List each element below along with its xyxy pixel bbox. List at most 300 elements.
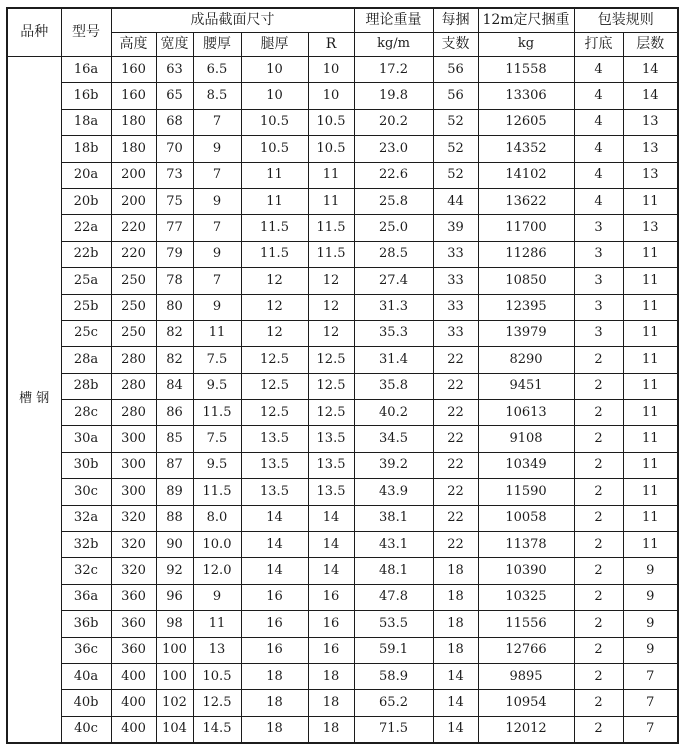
table-cell: 2 (574, 716, 623, 743)
table-cell: 250 (111, 268, 156, 294)
table-cell: 4 (574, 57, 623, 83)
table-cell: 14102 (478, 162, 574, 188)
model-cell: 25b (61, 294, 111, 320)
table-cell: 11 (623, 532, 678, 558)
table-cell: 18 (241, 663, 308, 689)
table-cell: 2 (574, 584, 623, 610)
table-cell: 12 (308, 320, 354, 346)
table-cell: 10390 (478, 558, 574, 584)
table-cell: 180 (111, 109, 156, 135)
table-cell: 11286 (478, 241, 574, 267)
table-cell: 13.5 (308, 479, 354, 505)
table-cell: 75 (156, 188, 193, 214)
table-cell: 12.5 (193, 690, 241, 716)
table-cell: 35.8 (354, 373, 433, 399)
header-variety: 品种 (7, 8, 61, 57)
model-cell: 30b (61, 452, 111, 478)
table-cell: 22 (433, 452, 478, 478)
header-bundle-count: 支数 (433, 33, 478, 57)
table-cell: 250 (111, 294, 156, 320)
model-cell: 36a (61, 584, 111, 610)
table-cell: 33 (433, 241, 478, 267)
table-cell: 12.5 (241, 347, 308, 373)
table-cell: 11 (308, 162, 354, 188)
model-cell: 28a (61, 347, 111, 373)
table-cell: 10 (308, 83, 354, 109)
table-cell: 7 (193, 162, 241, 188)
table-cell: 68 (156, 109, 193, 135)
table-cell: 18 (433, 558, 478, 584)
table-cell: 11 (623, 452, 678, 478)
table-cell: 14 (241, 558, 308, 584)
table-cell: 7.5 (193, 347, 241, 373)
table-cell: 71.5 (354, 716, 433, 743)
table-cell: 18 (241, 690, 308, 716)
table-cell: 2 (574, 452, 623, 478)
table-cell: 22 (433, 347, 478, 373)
table-cell: 38.1 (354, 505, 433, 531)
table-cell: 14 (433, 663, 478, 689)
table-cell: 53.5 (354, 611, 433, 637)
table-cell: 23.0 (354, 136, 433, 162)
header-section-group: 成品截面尺寸 (111, 8, 354, 33)
table-cell: 79 (156, 241, 193, 267)
table-row (7, 136, 678, 162)
table-cell: 14 (623, 57, 678, 83)
table-cell: 9 (193, 241, 241, 267)
table-row (7, 294, 678, 320)
header-leg-thickness: 腿厚 (241, 33, 308, 57)
table-cell: 360 (111, 611, 156, 637)
table-row (7, 584, 678, 610)
table-cell: 9.5 (193, 373, 241, 399)
model-cell: 22b (61, 241, 111, 267)
model-cell: 28c (61, 400, 111, 426)
table-cell: 10613 (478, 400, 574, 426)
table-cell: 200 (111, 162, 156, 188)
table-cell: 200 (111, 188, 156, 214)
table-cell: 220 (111, 215, 156, 241)
table-row (7, 505, 678, 531)
table-cell: 34.5 (354, 426, 433, 452)
header-bundle-weight-unit: kg (478, 33, 574, 57)
table-cell: 9 (623, 558, 678, 584)
table-cell: 11 (623, 268, 678, 294)
table-cell: 9 (193, 188, 241, 214)
table-cell: 25.8 (354, 188, 433, 214)
table-cell: 7 (193, 268, 241, 294)
table-row (7, 400, 678, 426)
table-cell: 160 (111, 83, 156, 109)
header-width: 宽度 (156, 33, 193, 57)
table-cell: 11.5 (193, 479, 241, 505)
table-cell: 10325 (478, 584, 574, 610)
header-waist-thickness: 腰厚 (193, 33, 241, 57)
header-model: 型号 (61, 8, 111, 57)
table-row (7, 320, 678, 346)
table-cell: 56 (433, 83, 478, 109)
table-cell: 63 (156, 57, 193, 83)
model-cell: 20b (61, 188, 111, 214)
header-row-1 (7, 8, 678, 33)
table-cell: 13622 (478, 188, 574, 214)
table-header (7, 8, 678, 57)
table-cell: 320 (111, 505, 156, 531)
table-cell: 87 (156, 452, 193, 478)
table-cell: 4 (574, 162, 623, 188)
table-cell: 4 (574, 83, 623, 109)
table-cell: 78 (156, 268, 193, 294)
table-cell: 9451 (478, 373, 574, 399)
table-cell: 10058 (478, 505, 574, 531)
table-cell: 12605 (478, 109, 574, 135)
table-cell: 22.6 (354, 162, 433, 188)
table-cell: 7 (193, 109, 241, 135)
table-cell: 9 (623, 611, 678, 637)
table-cell: 8290 (478, 347, 574, 373)
table-cell: 80 (156, 294, 193, 320)
table-cell: 89 (156, 479, 193, 505)
table-cell: 400 (111, 716, 156, 743)
table-cell: 12.5 (241, 373, 308, 399)
table-cell: 12395 (478, 294, 574, 320)
table-cell: 3 (574, 294, 623, 320)
table-cell: 39 (433, 215, 478, 241)
table-cell: 14.5 (193, 716, 241, 743)
table-cell: 400 (111, 663, 156, 689)
table-cell: 11556 (478, 611, 574, 637)
table-cell: 11378 (478, 532, 574, 558)
table-cell: 18 (433, 637, 478, 663)
table-cell: 7 (193, 215, 241, 241)
table-cell: 16 (241, 637, 308, 663)
table-cell: 14 (241, 532, 308, 558)
table-cell: 9 (193, 584, 241, 610)
table-cell: 44 (433, 188, 478, 214)
table-cell: 4 (574, 136, 623, 162)
table-cell: 10.5 (241, 136, 308, 162)
table-cell: 11.5 (308, 215, 354, 241)
table-row (7, 637, 678, 663)
table-cell: 2 (574, 505, 623, 531)
table-cell: 220 (111, 241, 156, 267)
table-cell: 100 (156, 663, 193, 689)
table-cell: 2 (574, 663, 623, 689)
table-cell: 16 (308, 611, 354, 637)
table-cell: 43.1 (354, 532, 433, 558)
table-cell: 12012 (478, 716, 574, 743)
table-cell: 52 (433, 109, 478, 135)
table-cell: 102 (156, 690, 193, 716)
table-cell: 40.2 (354, 400, 433, 426)
table-cell: 100 (156, 637, 193, 663)
table-cell: 22 (433, 505, 478, 531)
table-cell: 12.0 (193, 558, 241, 584)
table-cell: 13.5 (308, 426, 354, 452)
table-cell: 16 (241, 611, 308, 637)
table-cell: 9 (623, 584, 678, 610)
table-cell: 2 (574, 400, 623, 426)
table-cell: 16 (241, 584, 308, 610)
table-cell: 11700 (478, 215, 574, 241)
table-cell: 28.5 (354, 241, 433, 267)
table-cell: 2 (574, 690, 623, 716)
table-row (7, 611, 678, 637)
table-cell: 12766 (478, 637, 574, 663)
table-row (7, 452, 678, 478)
table-cell: 6.5 (193, 57, 241, 83)
header-bundle-weight: 12m定尺捆重 (478, 8, 574, 33)
table-cell: 14 (308, 558, 354, 584)
table-cell: 9895 (478, 663, 574, 689)
model-cell: 40c (61, 716, 111, 743)
table-cell: 73 (156, 162, 193, 188)
table-cell: 10 (308, 57, 354, 83)
table-cell: 2 (574, 558, 623, 584)
table-cell: 22 (433, 373, 478, 399)
table-cell: 11 (241, 162, 308, 188)
header-layer-count: 层数 (623, 33, 678, 57)
table-cell: 13979 (478, 320, 574, 346)
table-cell: 56 (433, 57, 478, 83)
model-cell: 36b (61, 611, 111, 637)
table-cell: 12 (241, 320, 308, 346)
table-cell: 10349 (478, 452, 574, 478)
table-cell: 360 (111, 637, 156, 663)
table-cell: 10.0 (193, 532, 241, 558)
table-cell: 300 (111, 452, 156, 478)
table-cell: 31.4 (354, 347, 433, 373)
table-cell: 47.8 (354, 584, 433, 610)
table-cell: 14 (433, 716, 478, 743)
table-cell: 11 (623, 479, 678, 505)
table-cell: 12 (308, 268, 354, 294)
table-cell: 14352 (478, 136, 574, 162)
table-cell: 360 (111, 584, 156, 610)
table-cell: 2 (574, 347, 623, 373)
table-cell: 65 (156, 83, 193, 109)
table-cell: 39.2 (354, 452, 433, 478)
table-cell: 11 (193, 611, 241, 637)
table-cell: 14 (623, 83, 678, 109)
table-cell: 18 (433, 611, 478, 637)
table-cell: 9 (193, 294, 241, 320)
table-cell: 22 (433, 400, 478, 426)
table-cell: 13.5 (241, 426, 308, 452)
table-cell: 10 (241, 57, 308, 83)
model-cell: 40a (61, 663, 111, 689)
table-cell: 14 (308, 505, 354, 531)
table-cell: 12.5 (308, 373, 354, 399)
table-row (7, 663, 678, 689)
table-cell: 4 (574, 109, 623, 135)
table-cell: 77 (156, 215, 193, 241)
table-cell: 10.5 (308, 109, 354, 135)
table-cell: 98 (156, 611, 193, 637)
table-cell: 16 (308, 637, 354, 663)
table-cell: 4 (574, 188, 623, 214)
table-cell: 13.5 (241, 452, 308, 478)
table-row (7, 162, 678, 188)
table-row (7, 373, 678, 399)
table-cell: 11 (623, 188, 678, 214)
table-row (7, 215, 678, 241)
table-cell: 8.0 (193, 505, 241, 531)
table-cell: 13 (623, 215, 678, 241)
table-cell: 7.5 (193, 426, 241, 452)
table-cell: 12 (241, 268, 308, 294)
table-cell: 12.5 (241, 400, 308, 426)
table-cell: 300 (111, 479, 156, 505)
table-cell: 12.5 (308, 400, 354, 426)
table-cell: 2 (574, 426, 623, 452)
table-cell: 180 (111, 136, 156, 162)
model-cell: 32c (61, 558, 111, 584)
table-cell: 43.9 (354, 479, 433, 505)
table-cell: 280 (111, 347, 156, 373)
table-cell: 11 (623, 294, 678, 320)
table-cell: 13 (193, 637, 241, 663)
table-cell: 13.5 (308, 452, 354, 478)
table-cell: 65.2 (354, 690, 433, 716)
table-cell: 82 (156, 320, 193, 346)
model-cell: 32b (61, 532, 111, 558)
table-cell: 320 (111, 532, 156, 558)
table-row (7, 57, 678, 83)
table-cell: 14 (433, 690, 478, 716)
table-cell: 11590 (478, 479, 574, 505)
header-bundle: 每捆 (433, 8, 478, 33)
table-cell: 13 (623, 162, 678, 188)
header-height: 高度 (111, 33, 156, 57)
table-cell: 10850 (478, 268, 574, 294)
model-cell: 36c (61, 637, 111, 663)
table-cell: 3 (574, 215, 623, 241)
table-cell: 2 (574, 611, 623, 637)
table-cell: 2 (574, 373, 623, 399)
table-cell: 17.2 (354, 57, 433, 83)
table-row (7, 426, 678, 452)
model-cell: 18a (61, 109, 111, 135)
table-cell: 2 (574, 532, 623, 558)
table-cell: 48.1 (354, 558, 433, 584)
table-cell: 16 (308, 584, 354, 610)
table-cell: 18 (241, 716, 308, 743)
table-cell: 10954 (478, 690, 574, 716)
table-row (7, 241, 678, 267)
header-bottom-layer: 打底 (574, 33, 623, 57)
table-cell: 33 (433, 268, 478, 294)
table-cell: 3 (574, 241, 623, 267)
table-cell: 35.3 (354, 320, 433, 346)
model-cell: 30a (61, 426, 111, 452)
table-cell: 9 (623, 637, 678, 663)
table-cell: 52 (433, 162, 478, 188)
table-cell: 11 (308, 188, 354, 214)
table-row (7, 268, 678, 294)
table-cell: 250 (111, 320, 156, 346)
table-cell: 3 (574, 268, 623, 294)
table-cell: 20.2 (354, 109, 433, 135)
table-cell: 10.5 (193, 663, 241, 689)
table-cell: 12 (308, 294, 354, 320)
table-cell: 14 (241, 505, 308, 531)
table-cell: 33 (433, 294, 478, 320)
table-cell: 82 (156, 347, 193, 373)
header-weight: 理论重量 (354, 8, 433, 33)
table-cell: 58.9 (354, 663, 433, 689)
table-cell: 22 (433, 426, 478, 452)
model-cell: 25a (61, 268, 111, 294)
model-cell: 16b (61, 83, 111, 109)
table-cell: 52 (433, 136, 478, 162)
header-radius: R (308, 33, 354, 57)
table-cell: 11 (623, 320, 678, 346)
model-cell: 22a (61, 215, 111, 241)
table-cell: 280 (111, 373, 156, 399)
table-cell: 7 (623, 716, 678, 743)
table-row (7, 532, 678, 558)
table-cell: 320 (111, 558, 156, 584)
table-cell: 2 (574, 637, 623, 663)
table-cell: 300 (111, 426, 156, 452)
table-cell: 10 (241, 83, 308, 109)
table-cell: 19.8 (354, 83, 433, 109)
table-cell: 18 (308, 690, 354, 716)
model-cell: 28b (61, 373, 111, 399)
table-row (7, 109, 678, 135)
table-cell: 33 (433, 320, 478, 346)
table-cell: 11.5 (241, 215, 308, 241)
table-row (7, 347, 678, 373)
table-cell: 92 (156, 558, 193, 584)
header-packing-group: 包装规则 (574, 8, 678, 33)
table-cell: 14 (308, 532, 354, 558)
table-cell: 10.5 (241, 109, 308, 135)
table-cell: 90 (156, 532, 193, 558)
table-cell: 11 (623, 347, 678, 373)
table-cell: 84 (156, 373, 193, 399)
table-cell: 104 (156, 716, 193, 743)
table-cell: 9 (193, 136, 241, 162)
table-cell: 70 (156, 136, 193, 162)
table-cell: 18 (433, 584, 478, 610)
table-cell: 11 (241, 188, 308, 214)
model-cell: 16a (61, 57, 111, 83)
table-cell: 11 (193, 320, 241, 346)
table-cell: 96 (156, 584, 193, 610)
table-cell: 86 (156, 400, 193, 426)
table-row (7, 716, 678, 743)
table-cell: 11 (623, 400, 678, 426)
model-cell: 32a (61, 505, 111, 531)
model-cell: 40b (61, 690, 111, 716)
table-cell: 11558 (478, 57, 574, 83)
table-cell: 11.5 (241, 241, 308, 267)
table-body (7, 57, 678, 744)
table-cell: 13 (623, 109, 678, 135)
table-cell: 12.5 (308, 347, 354, 373)
table-row (7, 479, 678, 505)
table-row (7, 558, 678, 584)
table-cell: 31.3 (354, 294, 433, 320)
model-cell: 20a (61, 162, 111, 188)
table-cell: 400 (111, 690, 156, 716)
table-cell: 22 (433, 532, 478, 558)
table-cell: 12 (241, 294, 308, 320)
model-cell: 25c (61, 320, 111, 346)
header-weight-unit: kg/m (354, 33, 433, 57)
